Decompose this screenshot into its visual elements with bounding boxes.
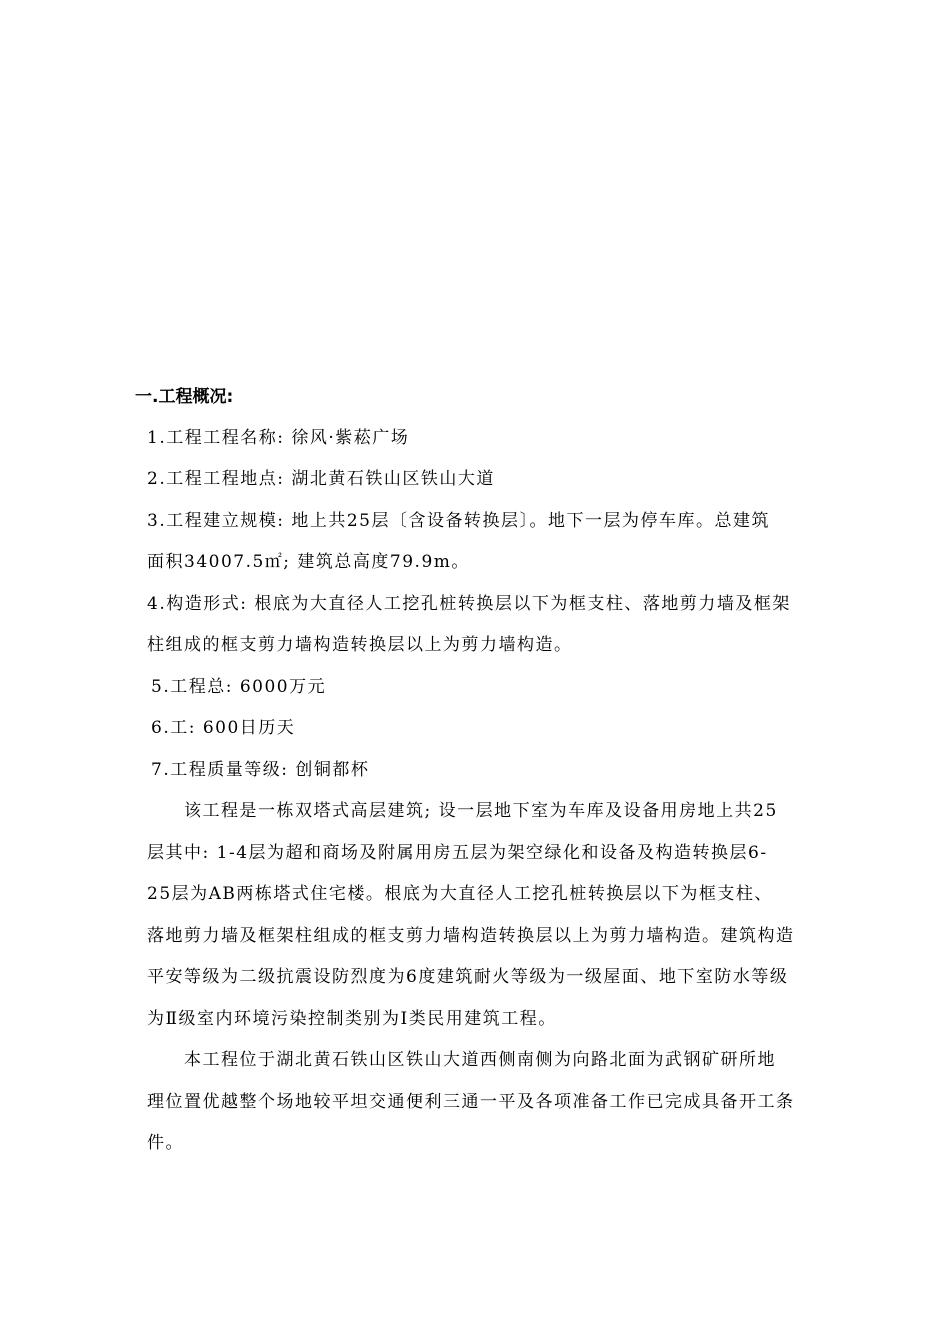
project-duration-item: 6.工: 600日历天 xyxy=(151,718,296,738)
paragraph2-line: 件。 xyxy=(147,1133,184,1153)
paragraph1-line: 25层为AB两栋塔式住宅楼。根底为大直径人工挖孔桩转换层以下为框支柱、 xyxy=(147,884,773,904)
structure-form-item: 4.构造形式: 根底为大直径人工挖孔桩转换层以下为框支柱、落地剪力墙及框架 xyxy=(147,594,791,614)
paragraph2-line: 理位置优越整个场地较平坦交通便利三通一平及各项准备工作已完成具备开工条 xyxy=(147,1092,795,1112)
paragraph2-line: 本工程位于湖北黄石铁山区铁山大道西侧南侧为向路北面为武钢矿研所地 xyxy=(184,1050,776,1070)
paragraph1-line: 该工程是一栋双塔式高层建筑; 设一层地下室为车库及设备用房地上共25 xyxy=(184,801,778,821)
paragraph1-line: 为Ⅱ级室内环境污染控制类别为Ⅰ类民用建筑工程。 xyxy=(147,1009,557,1029)
structure-form-item-cont: 柱组成的框支剪力墙构造转换层以上为剪力墙构造。 xyxy=(147,635,573,655)
project-name-item: 1.工程工程名称: 徐风·紫菘广场 xyxy=(147,428,410,448)
project-location-item: 2.工程工程地点: 湖北黄石铁山区铁山大道 xyxy=(147,469,495,489)
project-scale-item: 3.工程建立规模: 地上共25层〔含设备转换层〕。地下一层为停车库。总建筑 xyxy=(147,511,770,531)
section-heading: 一.工程概况: xyxy=(135,387,234,407)
paragraph1-line: 层其中: 1-4层为超和商场及附属用房五层为架空绿化和设备及构造转换层6- xyxy=(147,843,768,863)
project-quality-item: 7.工程质量等级: 创铜都杯 xyxy=(151,760,370,780)
project-scale-item-cont: 面积34007.5㎡; 建筑总高度79.9m。 xyxy=(147,552,470,572)
paragraph1-line: 落地剪力墙及框架柱组成的框支剪力墙构造转换层以上为剪力墙构造。建筑构造 xyxy=(147,926,795,946)
project-cost-item: 5.工程总: 6000万元 xyxy=(151,677,327,697)
paragraph1-line: 平安等级为二级抗震设防烈度为6度建筑耐火等级为一级屋面、地下室防水等级 xyxy=(147,967,789,987)
